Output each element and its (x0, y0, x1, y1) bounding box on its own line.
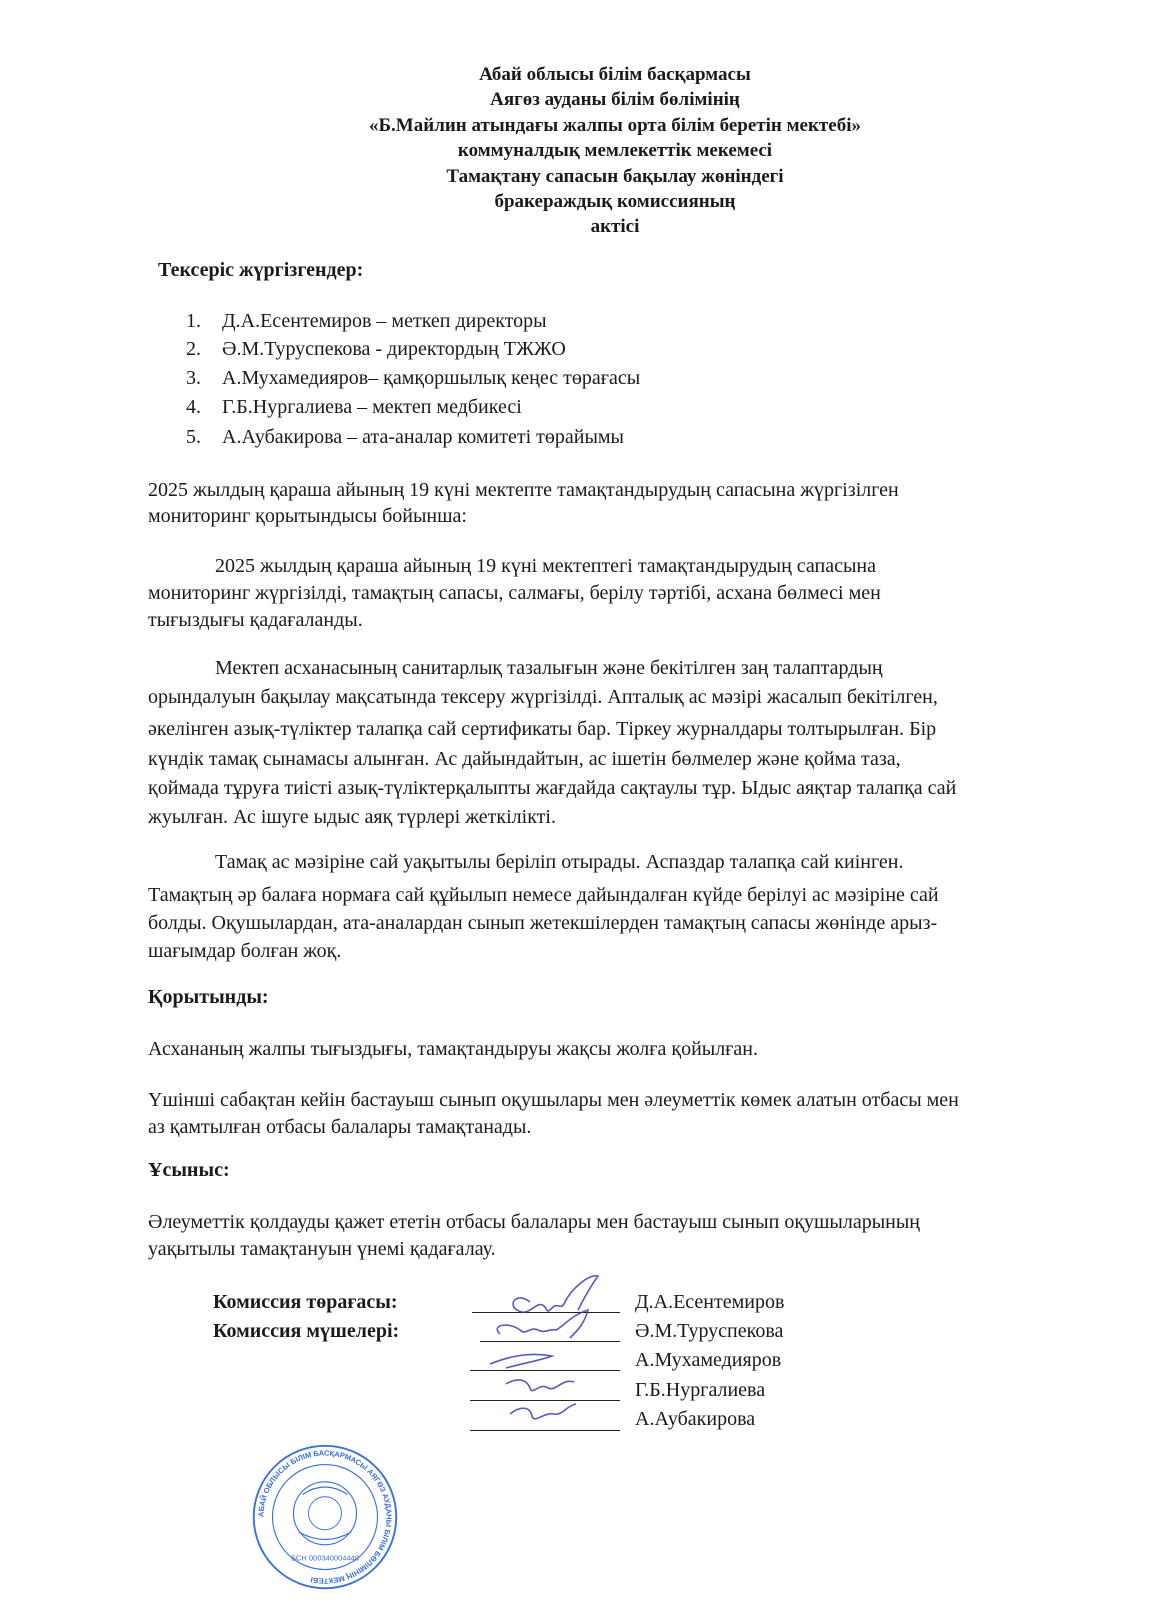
svg-text:АБАЙ ОБЛЫСЫ БІЛІМ БАСҚАРМАСЫ А (256, 1448, 393, 1585)
inspectors-title: Тексеріс жүргізгендер: (158, 259, 364, 281)
conclusion-text: Үшінші сабақтан кейін бастауыш сынып оқушылары мен әлеуметтік көмек алатын отбасы мен (148, 1089, 959, 1111)
signatory-name: Д.А.Есентемиров (635, 1291, 785, 1313)
conclusion-text: Асхананың жалпы тығыздығы, тамақтандыруы жақсы жолға қойылған. (148, 1038, 758, 1060)
text-line: болды. Оқушылардан, ата-аналардан сынып жетекшілерден тамақтың сапасы жөнінде арыз- (148, 912, 938, 934)
signatory-name: А.Аубакирова (635, 1408, 756, 1430)
text-line: әкелінген азық-түліктер талапқа сай сертификаты бар. Тіркеу журналдары толтырылған. Бір (148, 718, 937, 740)
text-line: мониторинг қорытындысы бойынша: (148, 505, 467, 527)
list-item: А.Аубакирова – ата-аналар комитеті төрайымы (222, 426, 624, 448)
header-line: Абай облысы білім басқармасы (479, 64, 751, 85)
official-stamp (250, 1442, 400, 1592)
header-line: бракераждық комиссияның (494, 191, 736, 212)
text-line: тығыздығы қадағаланды. (148, 609, 363, 631)
members-label: Комиссия мүшелері: (213, 1320, 400, 1342)
signatory-name: Ә.М.Туруспекова (635, 1320, 784, 1342)
list-number: 1. (186, 310, 201, 332)
text-line: Мектеп асханасының санитарлық тазалығын және бекітілген заң талаптардың (215, 657, 883, 679)
list-number: 5. (186, 426, 201, 448)
text-line: Тамақтың әр балаға нормаға сай құйылып немесе дайындалған күйде берілуі ас мәзіріне сай (148, 884, 939, 906)
text-line: Тамақ ас мәзіріне сай уақытылы беріліп отырады. Аспаздар талапқа сай киінген. (215, 851, 904, 873)
conclusion-title: Қорытынды: (148, 986, 269, 1008)
list-item: Ә.М.Туруспекова - директордың ТЖЖО (222, 338, 566, 360)
list-number: 4. (186, 396, 201, 418)
list-number: 3. (186, 367, 201, 389)
text-line: 2025 жылдың қараша айының 19 күні мектепте тамақтандырудың сапасына жүргізілген (148, 479, 899, 501)
text-line: қоймада тұруға тиісті азық-түліктерқалыпты жағдайда сақтаулы тұр. Ыдыс аяқтар талапқа сай (148, 777, 957, 799)
chair-label: Комиссия төрағасы: (213, 1291, 398, 1313)
text-line: мониторинг жүргізілді, тамақтың сапасы, салмағы, берілу тәртібі, асхана бөлмесі мен (148, 582, 881, 604)
handwritten-signatures (470, 1268, 620, 1436)
text-line: орындалуын бақылау мақсатында тексеру жүргізілді. Апталық ас мәзірі жасалып бекітілген, (148, 686, 938, 708)
list-item: А.Мухамедияров– қамқоршылық кеңес төрағасы (222, 367, 641, 389)
signatory-name: А.Мухамедияров (635, 1349, 782, 1371)
header-line: Тамақтану сапасын бақылау жөніндегі (446, 166, 784, 187)
stamp-bin: БСН 000340004449 (291, 1553, 359, 1563)
list-item: Д.А.Есентемиров – меткеп директоры (222, 310, 547, 332)
proposal-text: Әлеуметтік қолдауды қажет ететін отбасы балалары мен бастауыш сынып оқушыларының (148, 1211, 921, 1233)
text-line: күндік тамақ сынамасы алынған. Ас дайындайтын, ас ішетін бөлмелер және қойма таза, (148, 748, 901, 770)
header-line: коммуналдық мемлекеттік мекемесі (457, 140, 773, 161)
text-line: шағымдар болған жоқ. (148, 940, 342, 962)
header-line: «Б.Майлин атындағы жалпы орта білім беретін мектебі» (369, 115, 861, 136)
stamp-text: АБАЙ ОБЛЫСЫ БІЛІМ БАСҚАРМАСЫ АЯГӨЗ АУДАНЫ БІЛІМ БӨЛІМІНІҢ МЕКТЕБІ (256, 1448, 394, 1586)
proposal-title: Ұсыныс: (148, 1159, 230, 1181)
document-title: актісі (590, 216, 640, 237)
header-line: Аягөз ауданы білім бөлімінің (490, 89, 740, 110)
list-item: Г.Б.Нургалиева – мектеп медбикесі (222, 396, 522, 418)
conclusion-text: аз қамтылған отбасы балалары тамақтанады. (148, 1116, 532, 1138)
list-number: 2. (186, 338, 201, 360)
text-line: жуылған. Ас ішуге ыдыс аяқ түрлері жеткілікті. (148, 806, 556, 828)
text-line: 2025 жылдың қараша айының 19 күні мектептегі тамақтандырудың сапасына (215, 555, 876, 577)
proposal-text: уақытылы тамақтануын үнемі қадағалау. (148, 1238, 496, 1260)
signatory-name: Г.Б.Нургалиева (635, 1379, 766, 1401)
